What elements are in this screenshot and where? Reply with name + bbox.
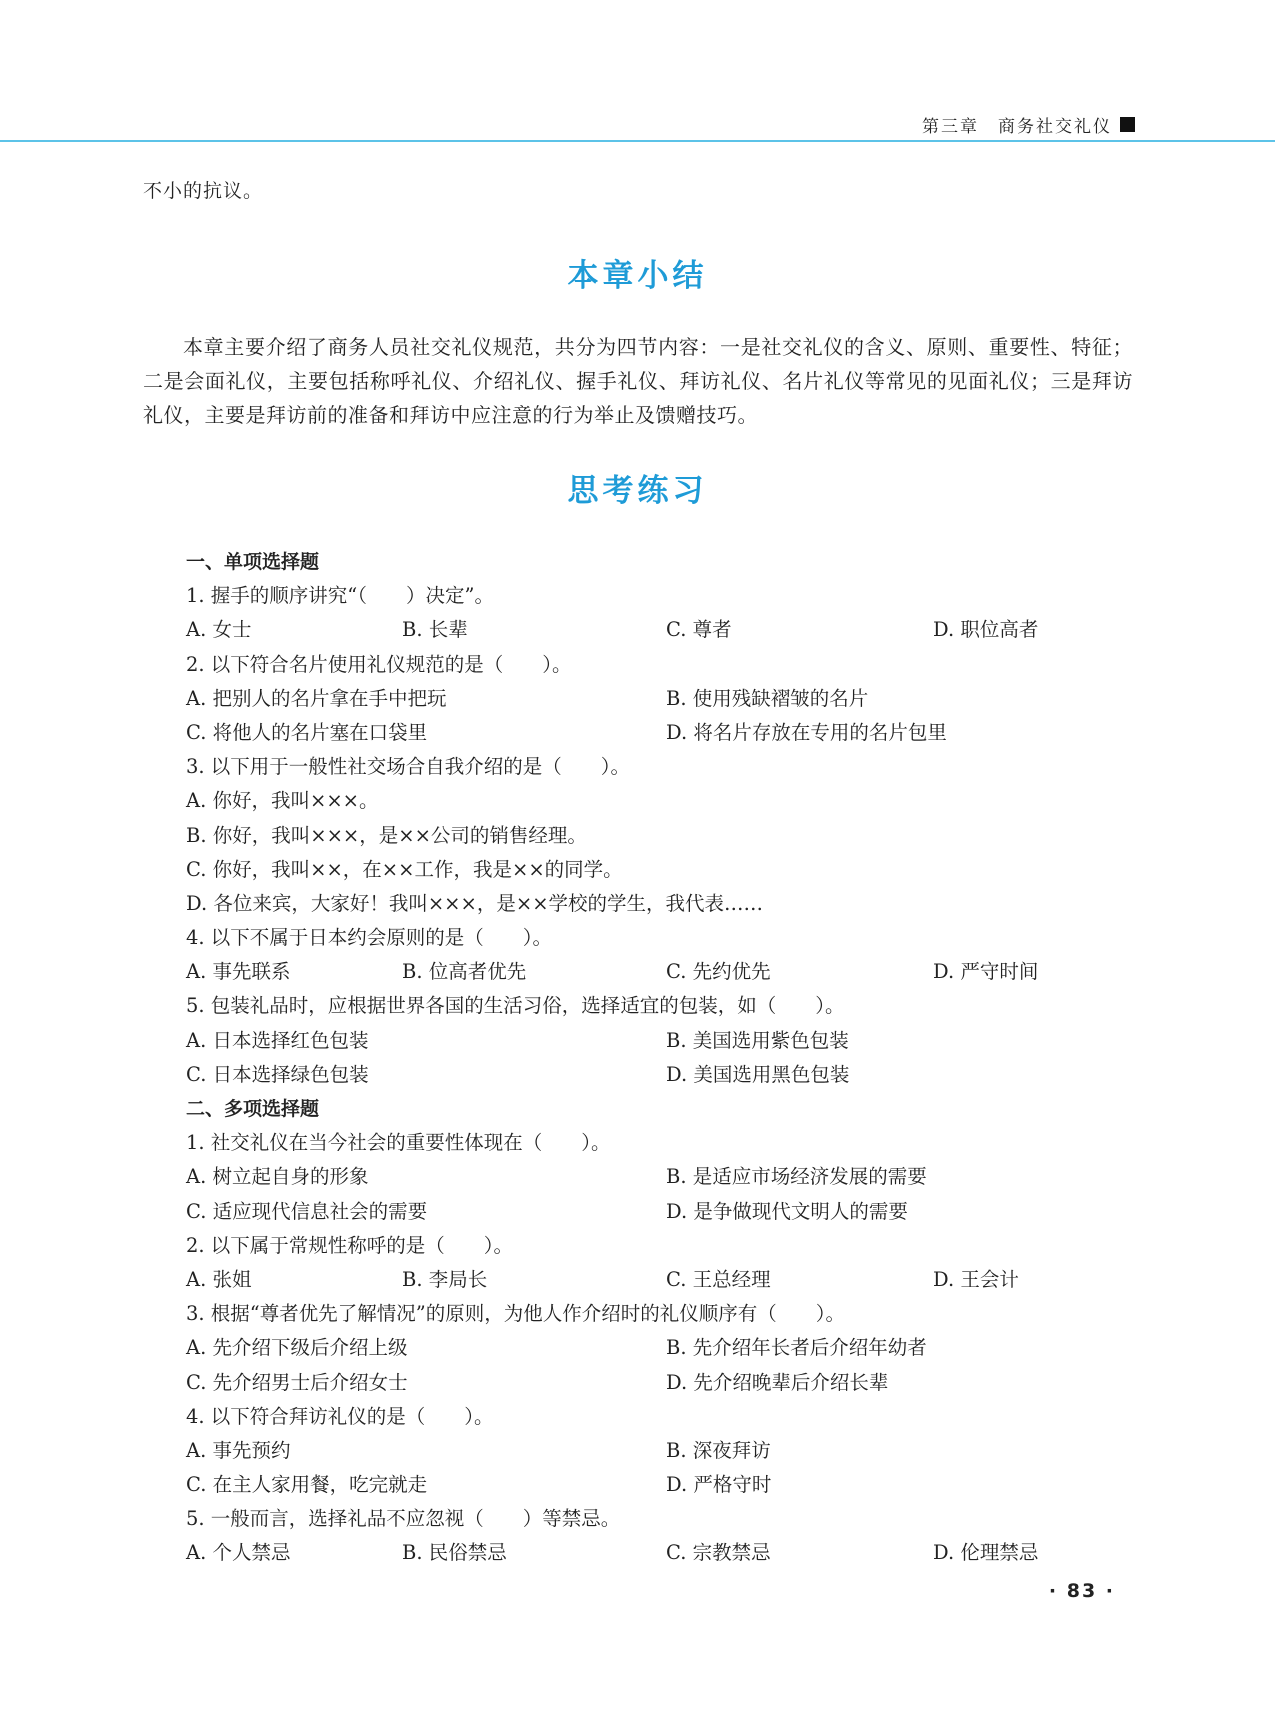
option-item: C. 日本选择绿色包装 [186,1062,369,1086]
page-number: · 83 · [1048,1580,1115,1602]
options-row [186,955,1086,989]
header-rule [0,140,1275,142]
option-item: D. 将名片存放在专用的名片包里 [666,720,947,744]
option-item: B. 先介绍年长者后介绍年幼者 [666,1336,927,1360]
option-item: C. 尊者 [666,618,732,642]
option-item: C. 适应现代信息社会的需要 [186,1199,428,1223]
option-item: A. 日本选择红色包装 [186,1028,369,1052]
option-item: D. 先介绍晚辈后介绍长辈 [666,1370,889,1394]
option-item: C. 先介绍男士后介绍女士 [186,1370,408,1394]
question-line: C. 你好，我叫××，在××工作，我是××的同学。 [186,857,623,881]
option-item: A. 把别人的名片拿在手中把玩 [186,686,447,710]
option-item: D. 是争做现代文明人的需要 [666,1199,908,1223]
chapter-title: 第三章 商务社交礼仪 [922,117,1112,137]
options-row [186,613,1086,647]
question-line: 4. 以下不属于日本约会原则的是（ ）。 [186,926,553,950]
question-line: D. 各位来宾，大家好！我叫×××，是××学校的学生，我代表…… [186,891,764,915]
option-item: A. 先介绍下级后介绍上级 [186,1336,408,1360]
exercise-list [186,545,1086,1571]
question-line: B. 你好，我叫×××，是××公司的销售经理。 [186,823,587,847]
options-row [186,1434,1086,1468]
option-item: C. 将他人的名片塞在口袋里 [186,720,428,744]
options-row [186,1263,1086,1297]
summary-title: 本章小结 [567,258,708,294]
option-item: B. 长辈 [402,618,468,642]
options-row [186,682,1086,716]
options-row [186,1468,1086,1502]
question-line: 3. 以下用于一般性社交场合自我介绍的是（ ）。 [186,755,631,779]
option-item: C. 王总经理 [666,1267,771,1291]
options-row [186,1058,1086,1092]
option-item: B. 深夜拜访 [666,1438,771,1462]
section-heading: 二、多项选择题 [186,1098,320,1120]
question-line: 5. 一般而言，选择礼品不应忽视（ ）等禁忌。 [186,1507,621,1531]
question-line: 5. 包装礼品时，应根据世界各国的生活习俗，选择适宜的包装，如（ ）。 [186,994,845,1018]
option-item: A. 事先联系 [186,960,291,984]
option-item: A. 张姐 [186,1267,252,1291]
exercise-title: 思考练习 [567,473,708,509]
question-line: 2. 以下符合名片使用礼仪规范的是（ ）。 [186,652,572,676]
options-row [186,1024,1086,1058]
option-item: D. 王会计 [933,1267,1019,1291]
option-item: B. 使用残缺褶皱的名片 [666,686,869,710]
option-item: B. 民俗禁忌 [402,1541,507,1565]
question-line: A. 你好，我叫×××。 [186,789,379,813]
option-item: B. 李局长 [402,1267,488,1291]
options-row [186,1536,1086,1570]
options-row [186,1160,1086,1194]
option-item: A. 事先预约 [186,1438,291,1462]
question-line: 1. 社交礼仪在当今社会的重要性体现在（ ）。 [186,1131,611,1155]
option-item: C. 在主人家用餐，吃完就走 [186,1473,428,1497]
option-item: D. 美国选用黑色包装 [666,1062,850,1086]
option-item: D. 职位高者 [933,618,1039,642]
option-item: B. 是适应市场经济发展的需要 [666,1165,927,1189]
option-item: D. 伦理禁忌 [933,1541,1039,1565]
option-item: B. 位高者优先 [402,960,527,984]
option-item: C. 先约优先 [666,960,771,984]
intro-text: 不小的抗议。 [143,180,264,202]
summary-paragraph: 本章主要介绍了商务人员社交礼仪规范，共分为四节内容：一是社交礼仪的含义、原则、重要性、特征；二是会面礼仪，主要包括称呼礼仪、介绍礼仪、握手礼仪、拜访礼仪、名片礼仪等常见的见面礼仪；三是拜访礼仪，主要是拜访前的准备和拜访中应注意的行为举止及馈赠技巧。 [143,335,1133,427]
question-line: 2. 以下属于常规性称呼的是（ ）。 [186,1233,514,1257]
section-heading: 一、单项选择题 [186,551,320,573]
option-item: D. 严格守时 [666,1473,772,1497]
options-row [186,1366,1086,1400]
options-row [186,716,1086,750]
options-row [186,1331,1086,1365]
option-item: A. 树立起自身的形象 [186,1165,369,1189]
question-line: 3. 根据“尊者优先了解情况”的原则，为他人作介绍时的礼仪顺序有（ ）。 [186,1302,845,1326]
square-icon [1120,117,1135,132]
option-item: A. 女士 [186,618,252,642]
question-line: 1. 握手的顺序讲究“（ ）决定”。 [186,584,494,608]
question-line: 4. 以下符合拜访礼仪的是（ ）。 [186,1404,494,1428]
options-row [186,1195,1086,1229]
option-item: D. 严守时间 [933,960,1039,984]
option-item: B. 美国选用紫色包装 [666,1028,849,1052]
option-item: C. 宗教禁忌 [666,1541,771,1565]
option-item: A. 个人禁忌 [186,1541,291,1565]
header-title [922,112,1135,137]
